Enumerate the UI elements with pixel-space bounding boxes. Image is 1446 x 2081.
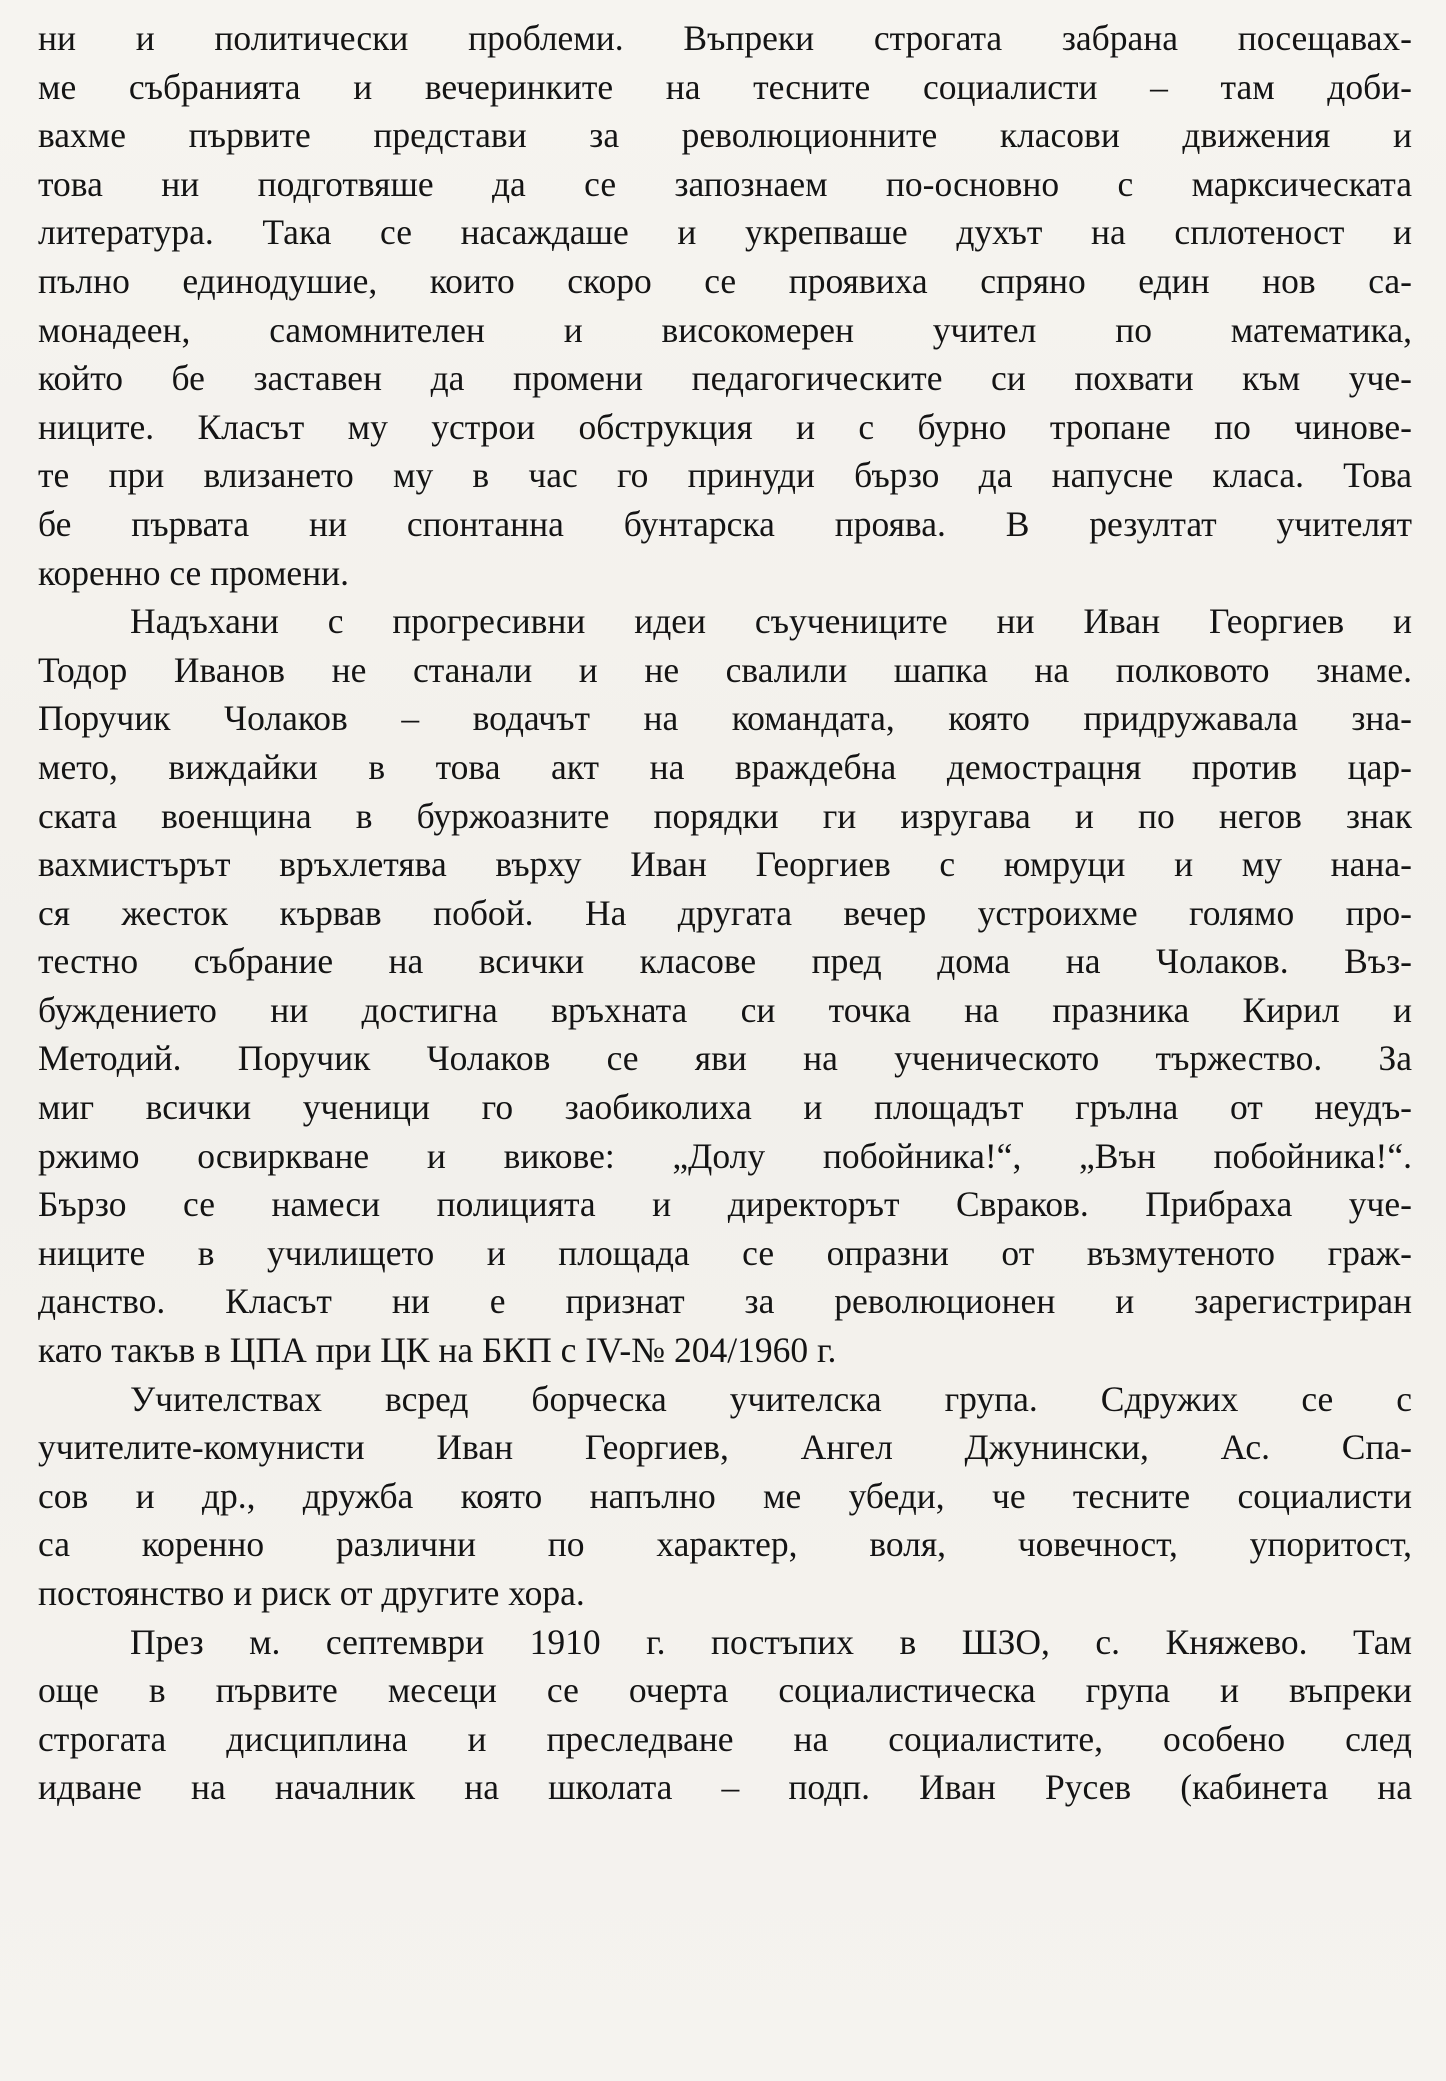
text-line: Бързо се намеси полицията и директорът Свраков. Прибраха уче-: [38, 1184, 1412, 1225]
text-line: са коренно различни по характер, воля, човечност, упоритост,: [38, 1524, 1412, 1565]
text-line: Тодор Иванов не станали и не свалили шапка на полковото знаме.: [38, 649, 1412, 690]
paragraph: [38, 597, 1412, 1375]
text-line: мето, виждайки в това акт на враждебна демострацня против цар-: [38, 746, 1412, 787]
text-line: литература. Така се насаждаше и укрепваше духът на сплотеност и: [38, 212, 1412, 253]
text-line: буждението ни достигна връхната си точка на празника Кирил и: [38, 989, 1412, 1030]
text-line: като такъв в ЦПА при ЦК на БКП с IV-№ 204/1960 г.: [38, 1330, 837, 1371]
text-line: учителите-комунисти Иван Георгиев, Ангел Джунински, Ас. Спа-: [38, 1427, 1412, 1468]
text-line: вахме първите представи за революционните класови движения и: [38, 115, 1412, 156]
paragraph: [38, 14, 1412, 597]
text-line: ся жесток кървав побой. На другата вечер устроихме голямо про-: [38, 892, 1412, 933]
text-line: който бе заставен да промени педагогическите си похвати към уче-: [38, 358, 1412, 399]
text-line: ската военщина в буржоазните порядки ги изругава и по негов знак: [38, 795, 1412, 836]
text-line: идване на началник на школата – подп. Иван Русев (кабинета на: [38, 1767, 1412, 1808]
text-line: още в първите месеци се очерта социалистическа група и въпреки: [38, 1670, 1412, 1711]
text-line: ниците в училището и площада се опразни от възмутеното граж-: [38, 1232, 1412, 1273]
text-line: ме събранията и вечеринките на тесните социалисти – там доби-: [38, 66, 1412, 107]
text-line: ни и политически проблеми. Въпреки строгата забрана посещавах-: [38, 18, 1412, 58]
text-line: монадеен, самомнителен и високомерен учител по математика,: [38, 309, 1412, 350]
text-line: Учителствах всред борческа учителска група. Сдружих се с: [130, 1378, 1412, 1419]
text-line: Поручик Чолаков – водачът на командата, която придружавала зна-: [38, 698, 1412, 739]
text-line: ниците. Класът му устрои обструкция и с бурно тропане по чинове-: [38, 406, 1412, 447]
text-line: пълно единодушие, които скоро се проявиха спряно един нов са-: [38, 260, 1412, 301]
text-line: те при влизането му в час го принуди бързо да напусне класа. Това: [38, 455, 1412, 496]
text-line: Надъхани с прогресивни идеи съучениците ни Иван Георгиев и: [130, 601, 1412, 642]
text-line: вахмистърът връхлетява върху Иван Георгиев с юмруци и му нана-: [38, 844, 1412, 885]
text-line: коренно се промени.: [38, 552, 350, 593]
paragraph: [38, 1618, 1412, 1812]
paragraph: [38, 1375, 1412, 1618]
text-line: тестно събрание на всички класове пред дома на Чолаков. Въз-: [38, 941, 1412, 982]
text-line: постоянство и риск от другите хора.: [38, 1573, 585, 1613]
text-line: миг всички ученици го заобиколиха и площадът грълна от неудъ-: [38, 1087, 1412, 1128]
text-body: [38, 14, 1412, 1812]
text-line: бе първата ни спонтанна бунтарска проява. В резултат учителят: [38, 503, 1412, 544]
text-line: Методий. Поручик Чолаков се яви на ученическото тържество. За: [38, 1038, 1412, 1079]
text-line: През м. септември 1910 г. постъпих в ШЗО, с. Княжево. Там: [130, 1621, 1412, 1662]
text-line: сов и др., дружба която напълно ме убеди, че тесните социалисти: [38, 1475, 1412, 1516]
text-line: ржимо освиркване и викове: „Долу побойника!“, „Вън побойника!“.: [38, 1135, 1412, 1176]
text-line: това ни подготвяше да се запознаем по-основно с марксическата: [38, 163, 1412, 204]
text-line: данство. Класът ни е признат за революционен и зарегистриран: [38, 1281, 1412, 1322]
text-line: строгата дисциплина и преследване на социалистите, особено след: [38, 1718, 1412, 1759]
